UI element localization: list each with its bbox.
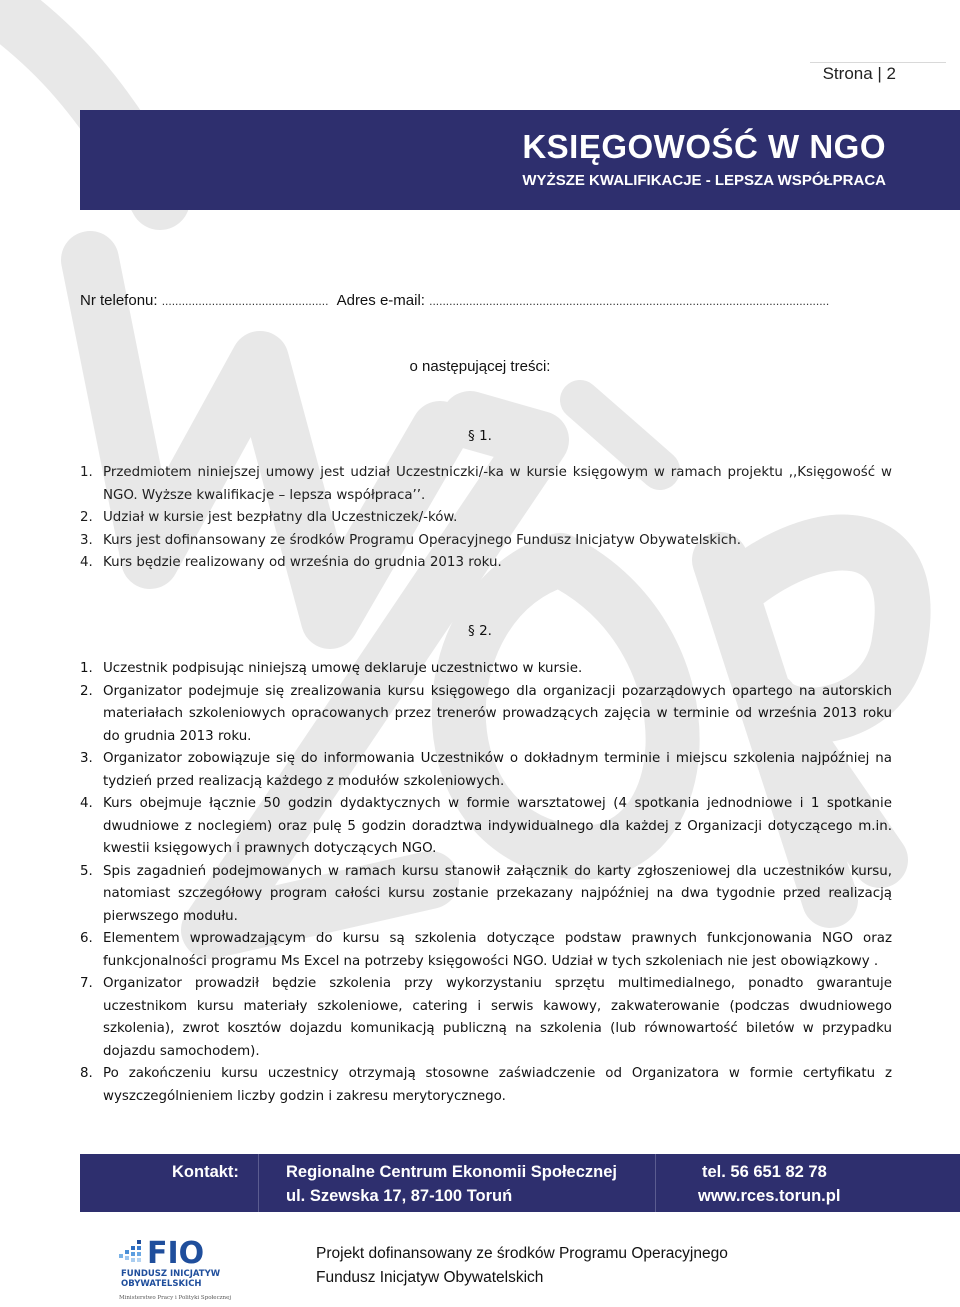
item-number: 2. [80,683,93,699]
logo-line1: FUNDUSZ INICJATYW [121,1269,221,1279]
item-number: 3. [80,751,93,766]
phone-label: Nr telefonu: [80,292,158,309]
contact-footer [80,1154,960,1212]
page-number: Strona | 2 [822,64,896,83]
list-item [80,861,892,929]
item-text: Organizator prowadził będzie szkolenia przy wykorzystaniu sprzętu multimedialnego, ponadto gwarantuje uczestnikom kursu materiały szkoleniowe, catering i serwis kawowy, zakwaterowanie (podczas dwudniowego szkolenia), zwrot kosztów dojazdu komunikacją publiczną na szkolenia (lub równowartość biletów w przypadku dojazdu samochodem). [103,976,892,1059]
item-number: 6. [80,931,93,946]
footer-divider [655,1154,656,1212]
section1-list [80,462,892,575]
project-note [316,1242,728,1290]
dots-icon [119,1240,141,1262]
item-number: 2. [80,510,93,525]
item-text: Organizator zobowiązuje się do informowania Uczestników o dokładnym terminie i miejscu szkolenia najpóźniej na tydzień przed realizacją każdego z modułów szkoleniowych. [103,751,892,789]
list-item [80,748,892,793]
email-label: Adres e-mail: [336,292,425,309]
fio-logo [115,1232,250,1304]
item-number: 1. [80,465,93,480]
document-subtitle: WYŻSZE KWALIFIKACJE - LEPSZA WSPÓŁPRACA [522,172,886,189]
list-item [80,973,892,1063]
project-line2: Fundusz Inicjatyw Obywatelskich [316,1269,544,1286]
list-item [80,552,892,575]
list-item [80,658,892,681]
item-number: 4. [80,555,93,570]
item-text: Spis zagadnień podejmowanych w ramach kursu stanowił załącznik do karty zgłoszeniowej dla uczestników kursu, natomiast szczegółowy program całości kursu zostanie przekazany najpóźniej na dwa tygodnie przed realizacją pierwszego modułu. [103,863,892,924]
list-item [80,681,892,749]
item-text: Kurs będzie realizowany od września do grudnia 2013 roku. [103,555,502,570]
footer-divider [258,1154,259,1212]
item-number: 4. [80,796,93,811]
list-item [80,928,892,973]
item-text: Przedmiotem niniejszej umowy jest udział Uczestniczki/-ka w kursie księgowym w ramach projektu ,,Księgowość w NGO. Wyższe kwalifikacje – lepsza współpraca’’. [103,465,892,503]
document-title: KSIĘGOWOŚĆ W NGO [522,128,886,165]
header-rule [810,62,946,63]
org-address: ul. Szewska 17, 87-100 Toruń [286,1187,513,1205]
item-number: 7. [80,976,93,991]
org-phone: tel. 56 651 82 78 [702,1163,827,1181]
logo-line2: OBYWATELSKICH [121,1279,202,1289]
logo-ministry: Ministerstwo Pracy i Polityki Społecznej [119,1295,232,1301]
title-banner [80,110,960,210]
item-number: 8. [80,1066,93,1081]
contact-fields [80,292,829,309]
project-line1: Projekt dofinansowany ze środków Programu Operacyjnego [316,1245,728,1262]
item-text: Po zakończeniu kursu uczestnicy otrzymają stosowne zaświadczenie od Organizatora w formie certyfikatu z wyszczególnieniem liczby godzin i zakresu merytorycznego. [103,1066,892,1104]
email-field[interactable]: ........................................................................................................................ [429,294,830,308]
list-item [80,507,892,530]
section1-heading: § 1. [468,428,492,444]
item-text: Kurs obejmuje łącznie 50 godzin dydaktycznych w formie warsztatowej (4 spotkania jednodniowe i 1 spotkanie dwudniowe z noclegiem) oraz pulę 5 godzin doradztwa indywidualnego dla każdej z Organizacji dotyczącego m.in. kwestii księgowych i prawnych dotyczących NGO. [103,796,892,856]
item-text: Elementem wprowadzającym do kursu są szkolenia dotyczące podstaw prawnych funkcjonowania NGO oraz funkcjonalności programu Ms Excel na potrzeby księgowości NGO. Udział w tych szkoleniach nie jest obowiązkowy . [103,931,892,969]
section2-list [80,658,892,1108]
item-number: 1. [80,661,93,676]
list-item [80,793,892,861]
list-item [80,1063,892,1108]
phone-field[interactable]: .................................................. [161,294,329,308]
item-number: 3. [80,532,93,548]
org-name: Regionalne Centrum Ekonomii Społecznej [286,1163,617,1181]
list-item [80,462,892,507]
item-text: Organizator podejmuje się zrealizowania kursu księgowego dla organizacji pozarządowych opartego na autorskich materiałach szkoleniowych opracowanych przez trenerów prowadzących zajęcia w terminie od września 2013 roku do grudnia 2013 roku. [103,683,892,744]
org-website[interactable]: www.rces.torun.pl [698,1187,841,1205]
contact-label: Kontakt: [172,1163,239,1181]
item-text: Udział w kursie jest bezpłatny dla Uczestniczek/-ków. [103,510,458,525]
logo-big: FIO [147,1236,205,1271]
section2-heading: § 2. [468,623,492,639]
item-text: Uczestnik podpisując niniejszą umowę deklaruje uczestnictwo w kursie. [103,661,583,676]
intro-text: o następującej treści: [409,358,551,375]
list-item [80,530,892,553]
item-text: Kurs jest dofinansowany ze środków Programu Operacyjnego Fundusz Inicjatyw Obywatelskich. [103,532,741,548]
item-number: 5. [80,863,93,879]
